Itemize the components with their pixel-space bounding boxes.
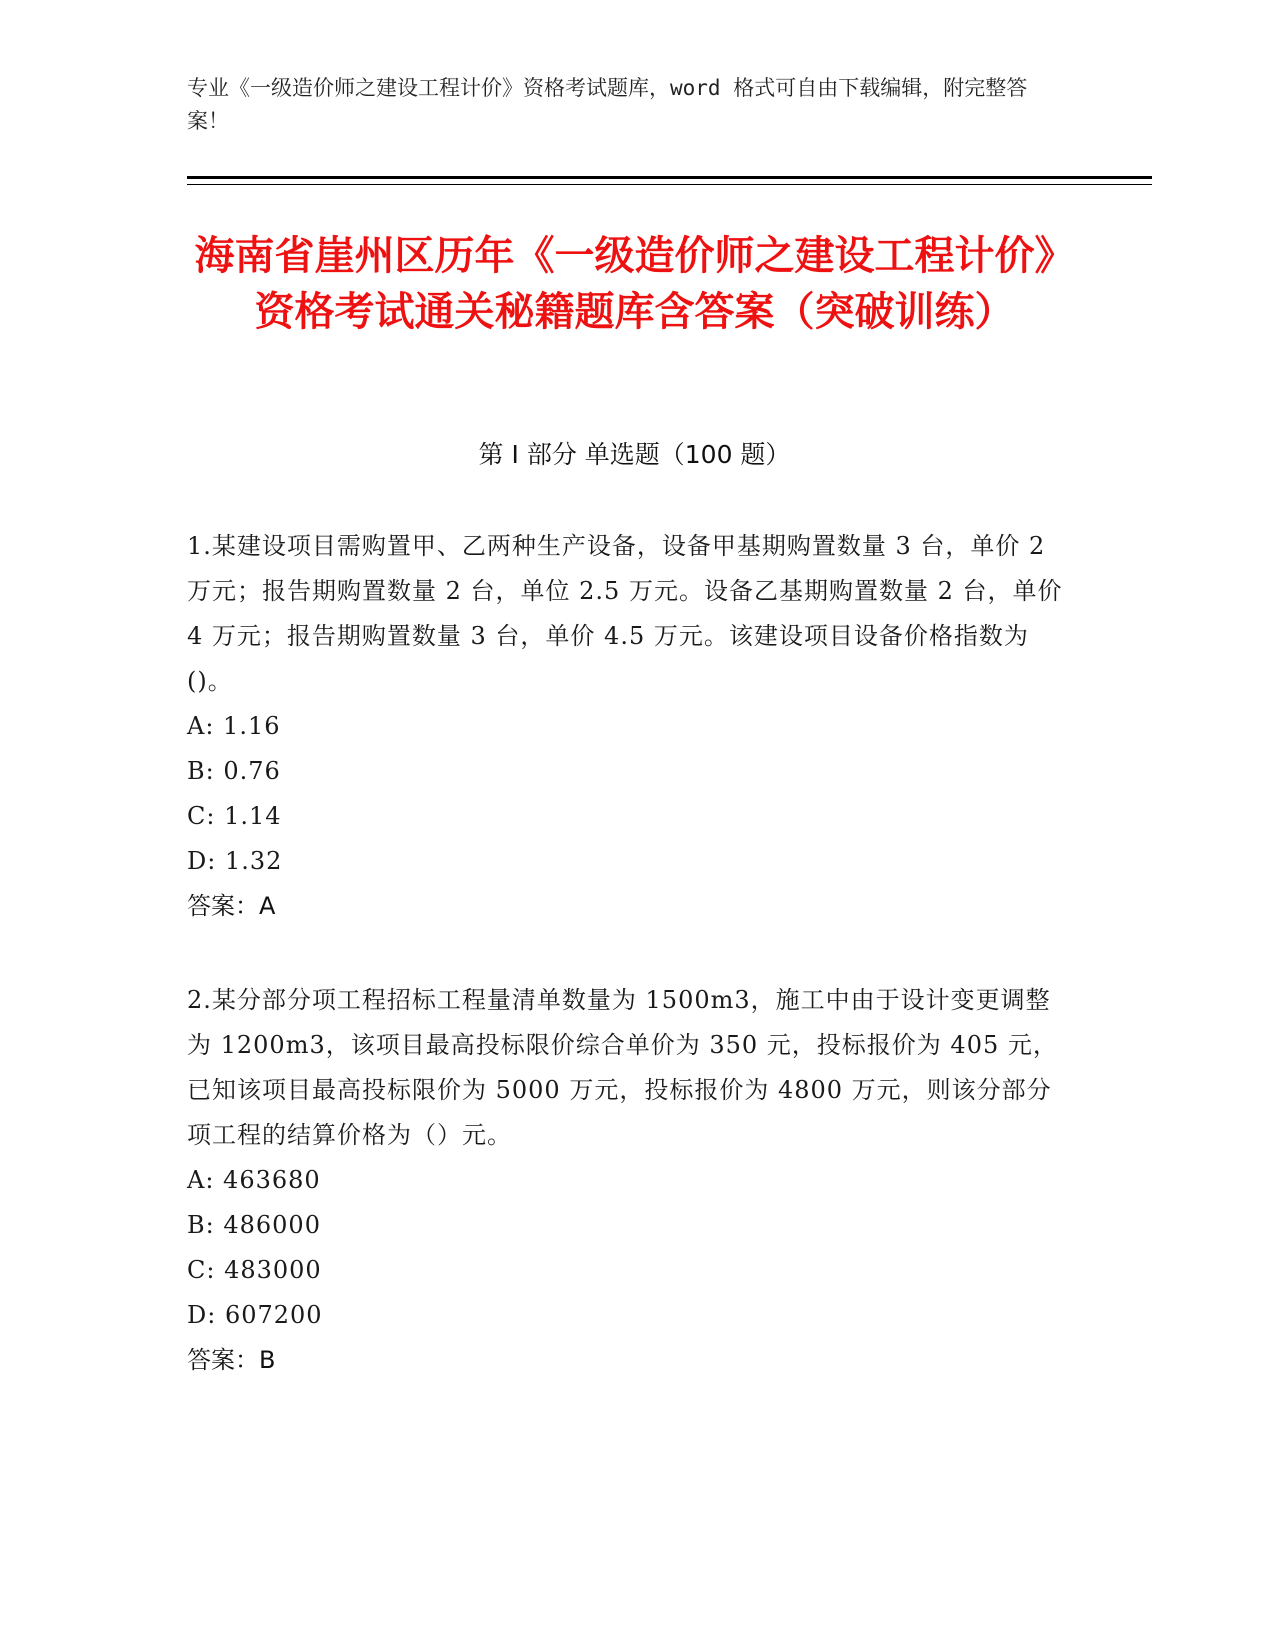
option-c: C: 483000 — [187, 1256, 322, 1284]
header-note: 专业《一级造价师之建设工程计价》资格考试题库，word 格式可自由下载编辑，附完整答案！ — [187, 76, 1028, 133]
option-b: B: 486000 — [187, 1211, 321, 1239]
question-stem: 2.某分部分项工程招标工程量清单数量为 1500m3，施工中由于设计变更调整为 1200m3，该项目最高投标限价综合单价为 350 元，投标报价为 405 元，已知该项目最高投标限价为 5000 万元，投标报价为 4800 万元，则该分部分项工程的结算价格为（）元。 — [187, 986, 1058, 1149]
answer-line: 答案：A — [187, 892, 276, 920]
option-c: C: 1.14 — [187, 802, 282, 830]
document-title: 海南省崖州区历年《一级造价师之建设工程计价》资格考试通关秘籍题库含答案（突破训练） — [194, 233, 1075, 335]
section-heading: 第 I 部分 单选题（100 题） — [478, 440, 791, 469]
option-a: A: 463680 — [187, 1166, 321, 1194]
question-2 — [187, 978, 1067, 1383]
option-d: D: 607200 — [187, 1301, 323, 1329]
option-d: D: 1.32 — [187, 847, 283, 875]
header-divider-thick — [187, 176, 1152, 179]
question-1 — [187, 524, 1067, 929]
header-divider-thin — [187, 184, 1152, 185]
option-a: A: 1.16 — [187, 712, 281, 740]
question-stem: 1.某建设项目需购置甲、乙两种生产设备，设备甲基期购置数量 3 台，单价 2 万元；报告期购置数量 2 台，单位 2.5 万元。设备乙基期购置数量 2 台，单价 4 万元；报告期购置数量 3 台，单价 4.5 万元。该建设项目设备价格指数为()。 — [187, 532, 1063, 695]
answer-line: 答案：B — [187, 1346, 276, 1374]
option-b: B: 0.76 — [187, 757, 281, 785]
